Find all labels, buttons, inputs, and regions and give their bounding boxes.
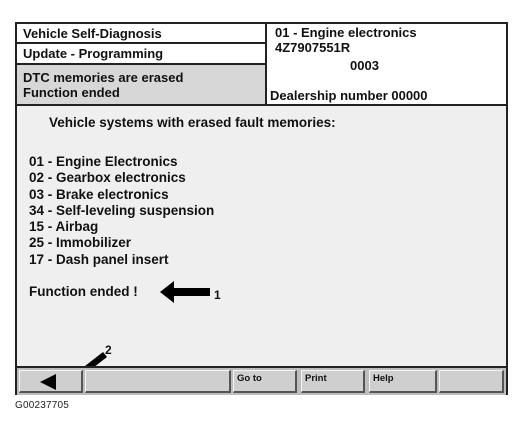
list-item: 03 - Brake electronics (29, 186, 169, 202)
main-content (17, 106, 506, 368)
list-item: 25 - Immobilizer (29, 235, 132, 251)
callout-arrow-1-icon (160, 281, 212, 303)
mode-label: Update - Programming (17, 44, 267, 65)
back-button[interactable] (19, 370, 83, 393)
goto-button[interactable] (233, 370, 297, 393)
systems-heading: Vehicle systems with erased fault memories: (49, 115, 336, 130)
part-number: 4Z7907551R (275, 40, 351, 55)
function-key-bar (17, 366, 506, 395)
function-key-2[interactable] (85, 370, 231, 393)
screen-title: Vehicle Self-Diagnosis (17, 24, 267, 44)
list-item: 17 - Dash panel insert (29, 251, 169, 267)
status-line-1: DTC memories are erased (23, 70, 184, 85)
function-key-6[interactable] (439, 370, 504, 393)
status-line-2: Function ended (23, 85, 120, 100)
back-arrow-icon (38, 374, 58, 390)
function-ended-message: Function ended ! (29, 284, 138, 299)
list-item: 15 - Airbag (29, 219, 99, 235)
erased-systems-list (29, 154, 214, 268)
header-left-panel (17, 24, 267, 106)
callout-number-1: 1 (214, 288, 221, 302)
callout-number-2: 2 (105, 343, 112, 357)
list-item: 01 - Engine Electronics (29, 154, 178, 169)
figure-id: G00237705 (15, 400, 70, 411)
module-label: 01 - Engine electronics (275, 25, 417, 40)
print-button[interactable] (301, 370, 365, 393)
goto-label: Go to (237, 373, 262, 384)
status-box (17, 65, 267, 106)
help-button[interactable] (369, 370, 437, 393)
diagnosis-screen (15, 22, 508, 395)
dealership-number: Dealership number 00000 (270, 88, 428, 103)
print-label: Print (305, 373, 327, 384)
coding-number: 0003 (350, 58, 379, 73)
list-item: 34 - Self-leveling suspension (29, 202, 215, 218)
help-label: Help (373, 373, 394, 384)
header-right-panel (267, 24, 506, 106)
list-item: 02 - Gearbox electronics (29, 170, 186, 186)
